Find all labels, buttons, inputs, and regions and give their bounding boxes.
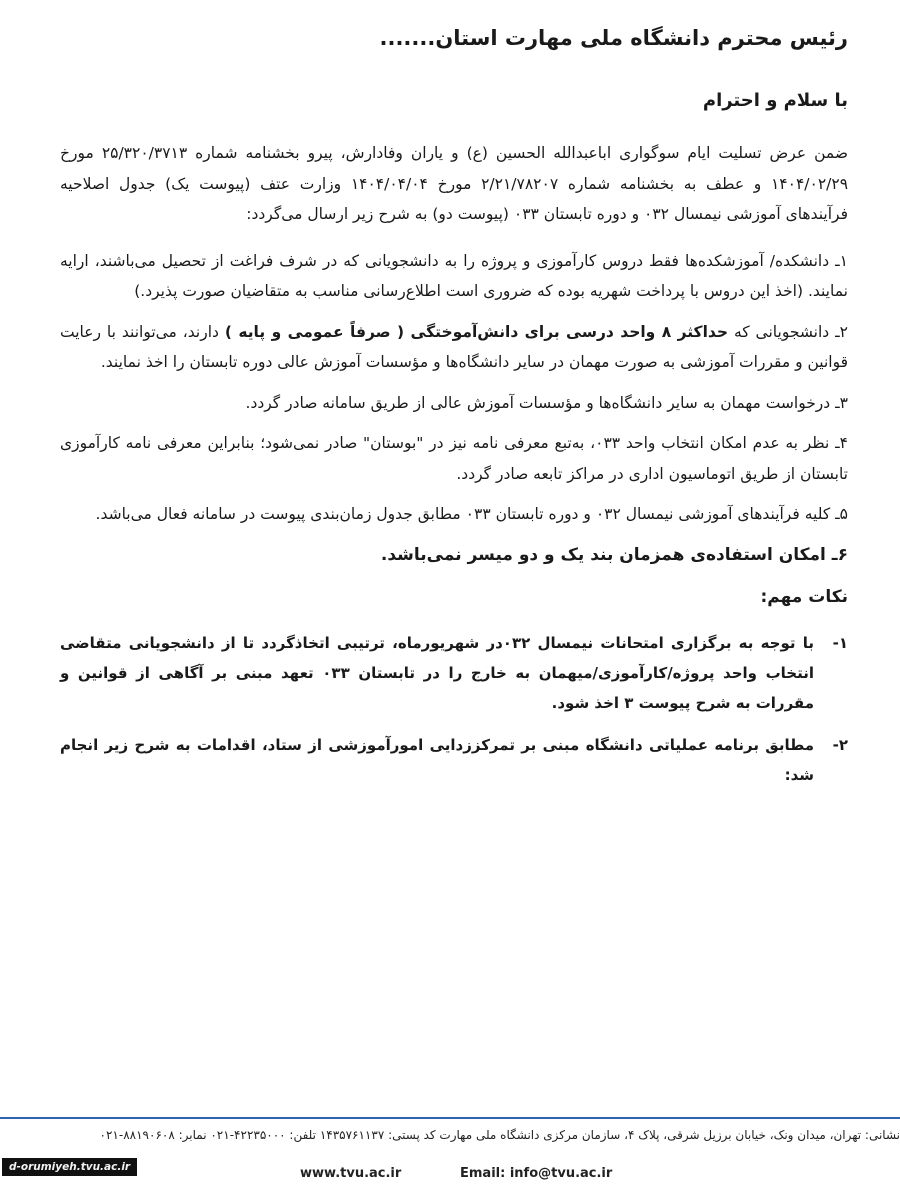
note-1-number: ۱-	[832, 634, 848, 652]
note-2-text: مطابق برنامه عملیاتی دانشگاه مبنی بر تمرکززدایی امورآموزشی از ستاد، اقدامات به شرح زیر انجام شد:	[60, 736, 814, 784]
footer-address: نشانی: تهران، میدان ونک، خیابان برزیل شرقی، پلاک ۴، سازمان مرکزی دانشگاه ملی مهارت کد پستی: ۱۴۳۵۷۶۱۱۳۷ تلفن: ۴۲۲۳۵۰۰۰-۰۲۱ نمابر: ۸۸۱۹۰۶۰۸-۰۲۱	[99, 1128, 900, 1142]
item-6: ۶ـ امکان استفاده‌ی همزمان بند یک و دو میسر نمی‌باشد.	[380, 544, 848, 565]
note-1	[60, 628, 848, 718]
source-watermark: d-orumiyeh.tvu.ac.ir	[2, 1158, 137, 1176]
item-4: ۴ـ نظر به عدم امکان انتخاب واحد ۰۳۳، به‌تبع معرفی نامه نیز در "بوستان" صادر نمی‌شود؛ بنابراین معرفی نامه کارآموزی تابستان از طریق اتوماسیون اداری در مراکز تابعه صادر گردد.	[60, 434, 848, 483]
item-1: ۱ـ دانشکده/ آموزشکده‌ها فقط دروس کارآموزی و پروژه را به دانشجویانی که در شرف فراغت از تحصیل می‌باشند، ارایه نمایند. (اخذ این دروس با پرداخت شهریه بوده که ضروری است اطلاع‌رسانی مناسب به متقاضیان صورت پذیرد.)	[60, 251, 848, 300]
note-1-text: با توجه به برگزاری امتحانات نیمسال ۰۳۲در شهریورماه، ترتیبی اتخاذگردد تا از دانشجویانی متقاضی انتخاب واحد پروژه/کارآموزی/میهمان به خارج را در تابستان ۰۳۳ تعهد مبنی بر آگاهی از قوانین و مقررات به شرح پیوست ۳ اخذ شود.	[60, 634, 814, 712]
item-2-post: دارند، می‌توانند با رعایت قوانین و مقررات آموزشی به صورت مهمان در سایر دانشگاه‌ها و مؤسسات آموزش عالی دوره تابستان را اخذ نمایند.	[60, 322, 848, 371]
item-5: ۵ـ کلیه فرآیندهای آموزشی نیمسال ۰۳۲ و دوره تابستان ۰۳۳ مطابق جدول زمان‌بندی پیوست در سامانه فعال می‌باشد.	[95, 505, 848, 523]
footer-divider	[0, 1117, 900, 1119]
note-2	[60, 730, 848, 790]
greeting: با سلام و احترام	[702, 90, 848, 111]
letter-body	[60, 18, 848, 802]
item-2	[60, 317, 848, 378]
item-2-bold: حداکثر ۸ واحد درسی برای دانش‌آموختگی ( صرفاً عمومی و پایه )	[224, 322, 729, 341]
footer-email-link[interactable]: Email: info@tvu.ac.ir	[460, 1166, 613, 1181]
item-2-pre: ۲ـ دانشجویانی که	[728, 322, 848, 341]
footer-website-link[interactable]: www.tvu.ac.ir	[300, 1166, 402, 1181]
letter-title: رئیس محترم دانشگاه ملی مهارت استان.......	[379, 26, 848, 50]
item-3: ۳ـ درخواست مهمان به سایر دانشگاه‌ها و مؤسسات آموزش عالی از طریق سامانه صادر گردد.	[245, 393, 848, 412]
intro-paragraph: ضمن عرض تسلیت ایام سوگواری اباعبدالله الحسین (ع) و یاران وفادارش، پیرو بخشنامه شماره ۲۵/۳۲۰/۳۷۱۳ مورخ ۱۴۰۴/۰۲/۲۹ و عطف به بخشنامه شماره ۲/۲۱/۷۸۲۰۷ مورخ ۱۴۰۴/۰۴/۰۴ وزارت عتف (پیوست یک) جدول اصلاحیه فرآیندهای آموزشی نیمسال ۰۳۲ و دوره تابستان ۰۳۳ (پیوست دو) به شرح زیر ارسال می‌گردد:	[60, 144, 849, 223]
note-2-number: ۲-	[832, 736, 848, 754]
notes-title: نکات مهم:	[760, 587, 848, 607]
